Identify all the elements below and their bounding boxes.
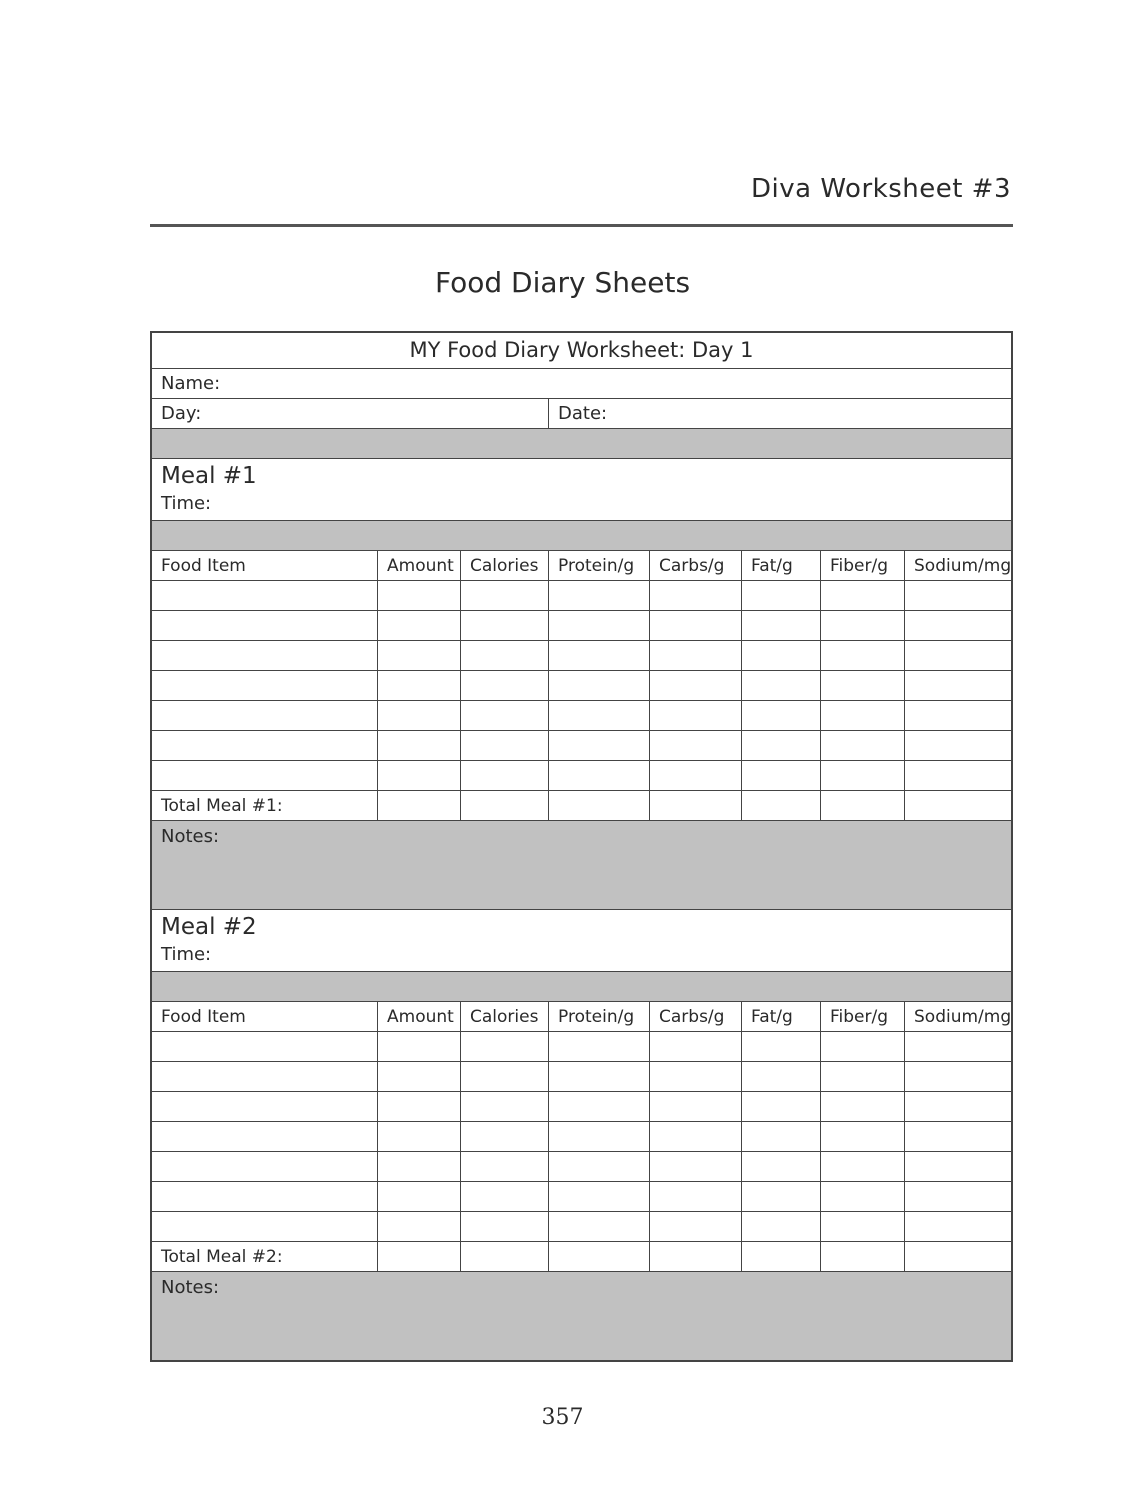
entry-cell[interactable] xyxy=(742,1212,821,1241)
column-header: Food Item xyxy=(152,551,378,580)
entry-cell[interactable] xyxy=(461,581,549,610)
entry-cell[interactable] xyxy=(378,671,461,700)
name-row[interactable] xyxy=(152,369,1011,399)
entry-cell[interactable] xyxy=(461,641,549,670)
meal-header xyxy=(152,459,1011,521)
entry-cell[interactable] xyxy=(549,641,650,670)
column-header: Sodium/mg xyxy=(914,556,1011,576)
day-label: Day: xyxy=(161,403,202,424)
entry-cell[interactable] xyxy=(152,1152,378,1181)
entry-cell[interactable] xyxy=(461,611,549,640)
entry-cell[interactable] xyxy=(378,731,461,760)
column-header: Amount xyxy=(378,551,461,580)
entry-cell[interactable] xyxy=(905,581,1011,610)
entry-cell[interactable] xyxy=(378,611,461,640)
entry-cell[interactable] xyxy=(152,1062,378,1091)
entry-cell[interactable] xyxy=(152,1212,378,1241)
entry-cell[interactable] xyxy=(549,731,650,760)
entry-cell[interactable] xyxy=(905,1152,1011,1181)
entry-cell[interactable] xyxy=(821,671,905,700)
entry-cell[interactable] xyxy=(549,1032,650,1061)
entry-cell[interactable] xyxy=(152,761,378,790)
entry-cell[interactable] xyxy=(650,1032,742,1061)
day-date-row xyxy=(152,399,1011,429)
column-header: Fat/g xyxy=(742,551,821,580)
meal-total-label: Total Meal #1: xyxy=(152,791,378,820)
entry-cell[interactable] xyxy=(821,581,905,610)
entry-cell[interactable] xyxy=(461,731,549,760)
entry-cell[interactable] xyxy=(378,641,461,670)
column-header: Fiber/g xyxy=(821,1002,905,1031)
food-entry-row xyxy=(152,761,1011,791)
entry-cell[interactable] xyxy=(650,1092,742,1121)
column-header: Protein/g xyxy=(549,551,650,580)
entry-cell[interactable] xyxy=(905,671,1011,700)
entry-cell[interactable] xyxy=(742,1032,821,1061)
entry-cell[interactable] xyxy=(821,611,905,640)
entry-cell[interactable] xyxy=(461,1032,549,1061)
food-entry-row xyxy=(152,731,1011,761)
entry-cell[interactable] xyxy=(821,1212,905,1241)
entry-cell[interactable] xyxy=(549,1092,650,1121)
entry-cell[interactable] xyxy=(905,1122,1011,1151)
total-cell[interactable] xyxy=(650,791,742,820)
entry-cell[interactable] xyxy=(152,1122,378,1151)
entry-cell[interactable] xyxy=(821,641,905,670)
entry-cell[interactable] xyxy=(650,1182,742,1211)
entry-cell[interactable] xyxy=(461,1152,549,1181)
entry-cell[interactable] xyxy=(152,611,378,640)
entry-cell[interactable] xyxy=(549,611,650,640)
entry-cell[interactable] xyxy=(821,1122,905,1151)
total-cell[interactable] xyxy=(378,791,461,820)
total-cell[interactable] xyxy=(742,1242,821,1271)
column-header-row xyxy=(152,551,1011,581)
food-entry-row xyxy=(152,1212,1011,1242)
entry-cell[interactable] xyxy=(152,581,378,610)
entry-cell[interactable] xyxy=(152,1092,378,1121)
food-entry-row xyxy=(152,671,1011,701)
total-cell[interactable] xyxy=(650,1242,742,1271)
food-entry-row xyxy=(152,1152,1011,1182)
date-field[interactable] xyxy=(549,399,1011,428)
entry-cell[interactable] xyxy=(152,641,378,670)
entry-cell[interactable] xyxy=(742,761,821,790)
column-header: Carbs/g xyxy=(650,551,742,580)
day-field[interactable] xyxy=(152,399,549,428)
header-title: Diva Worksheet #3 xyxy=(751,174,1011,204)
total-cell[interactable] xyxy=(905,791,1011,820)
entry-cell[interactable] xyxy=(549,671,650,700)
total-cell[interactable] xyxy=(549,791,650,820)
meal-title: Meal #1 xyxy=(161,463,257,489)
total-cell[interactable] xyxy=(549,1242,650,1271)
entry-cell[interactable] xyxy=(152,1032,378,1061)
column-header: Amount xyxy=(378,1002,461,1031)
entry-cell[interactable] xyxy=(742,641,821,670)
food-entry-row xyxy=(152,1032,1011,1062)
separator-bar xyxy=(152,429,1011,459)
entry-cell[interactable] xyxy=(378,1182,461,1211)
entry-cell[interactable] xyxy=(650,701,742,730)
entry-cell[interactable] xyxy=(378,1152,461,1181)
meal-total-label: Total Meal #2: xyxy=(152,1242,378,1271)
entry-cell[interactable] xyxy=(905,641,1011,670)
entry-cell[interactable] xyxy=(650,1212,742,1241)
entry-cell[interactable] xyxy=(650,581,742,610)
food-entry-row xyxy=(152,701,1011,731)
entry-cell[interactable] xyxy=(650,1122,742,1151)
total-cell[interactable] xyxy=(461,791,549,820)
entry-cell[interactable] xyxy=(650,641,742,670)
entry-cell[interactable] xyxy=(152,671,378,700)
page-number: 357 xyxy=(541,1405,584,1430)
entry-cell[interactable] xyxy=(650,1152,742,1181)
meal-total-row xyxy=(152,791,1011,821)
total-cell[interactable] xyxy=(742,791,821,820)
column-header-row xyxy=(152,1002,1011,1032)
entry-cell[interactable] xyxy=(152,701,378,730)
entry-cell[interactable] xyxy=(821,1182,905,1211)
entry-cell[interactable] xyxy=(905,761,1011,790)
total-cell[interactable] xyxy=(821,791,905,820)
total-cell[interactable] xyxy=(378,1242,461,1271)
entry-cell[interactable] xyxy=(378,701,461,730)
meal-notes[interactable] xyxy=(152,821,1011,910)
entry-cell[interactable] xyxy=(905,1032,1011,1061)
entry-cell[interactable] xyxy=(461,1122,549,1151)
entry-cell[interactable] xyxy=(821,1152,905,1181)
column-header: Calories xyxy=(461,551,549,580)
total-cell[interactable] xyxy=(461,1242,549,1271)
entry-cell[interactable] xyxy=(821,701,905,730)
entry-cell[interactable] xyxy=(742,1122,821,1151)
meal-notes-label: Notes: xyxy=(161,1277,220,1298)
date-label: Date: xyxy=(558,403,608,424)
meal-notes-label: Notes: xyxy=(161,826,220,847)
entry-cell[interactable] xyxy=(378,1212,461,1241)
entry-cell[interactable] xyxy=(905,1062,1011,1091)
entry-cell[interactable] xyxy=(549,1212,650,1241)
entry-cell[interactable] xyxy=(461,1062,549,1091)
entry-cell[interactable] xyxy=(742,1182,821,1211)
meal-notes[interactable] xyxy=(152,1272,1011,1360)
separator-bar xyxy=(152,972,1011,1002)
entry-cell[interactable] xyxy=(650,761,742,790)
entry-cell[interactable] xyxy=(821,1092,905,1121)
header-rule xyxy=(150,224,1013,227)
entry-cell[interactable] xyxy=(742,1152,821,1181)
entry-cell[interactable] xyxy=(821,1062,905,1091)
entry-cell[interactable] xyxy=(905,1092,1011,1121)
column-header: Protein/g xyxy=(549,1002,650,1031)
entry-cell[interactable] xyxy=(742,671,821,700)
food-entry-row xyxy=(152,1122,1011,1152)
entry-cell[interactable] xyxy=(378,1032,461,1061)
entry-cell[interactable] xyxy=(650,611,742,640)
entry-cell[interactable] xyxy=(549,761,650,790)
entry-cell[interactable] xyxy=(905,701,1011,730)
meal-total-row xyxy=(152,1242,1011,1272)
entry-cell[interactable] xyxy=(378,761,461,790)
entry-cell[interactable] xyxy=(742,701,821,730)
name-label: Name: xyxy=(161,373,221,394)
entry-cell[interactable] xyxy=(461,1182,549,1211)
entry-cell[interactable] xyxy=(549,581,650,610)
entry-cell[interactable] xyxy=(378,1062,461,1091)
column-header: Carbs/g xyxy=(650,1002,742,1031)
separator-bar xyxy=(152,521,1011,551)
column-header: Sodium/mg xyxy=(914,1007,1011,1027)
entry-cell[interactable] xyxy=(549,1182,650,1211)
entry-cell[interactable] xyxy=(905,1182,1011,1211)
food-entry-row xyxy=(152,611,1011,641)
total-cell[interactable] xyxy=(905,1242,1011,1271)
entry-cell[interactable] xyxy=(378,1122,461,1151)
entry-cell[interactable] xyxy=(821,761,905,790)
page-heading: Food Diary Sheets xyxy=(434,266,691,299)
entry-cell[interactable] xyxy=(461,701,549,730)
entry-cell[interactable] xyxy=(821,1032,905,1061)
entry-cell[interactable] xyxy=(905,731,1011,760)
column-header: Food Item xyxy=(152,1002,378,1031)
column-header: Fiber/g xyxy=(821,551,905,580)
entry-cell[interactable] xyxy=(378,581,461,610)
entry-cell[interactable] xyxy=(905,1212,1011,1241)
total-cell[interactable] xyxy=(821,1242,905,1271)
entry-cell[interactable] xyxy=(650,1062,742,1091)
entry-cell[interactable] xyxy=(821,731,905,760)
entry-cell[interactable] xyxy=(742,581,821,610)
food-diary-worksheet xyxy=(150,331,1013,1362)
entry-cell[interactable] xyxy=(650,731,742,760)
entry-cell[interactable] xyxy=(461,761,549,790)
entry-cell[interactable] xyxy=(461,1092,549,1121)
food-entry-row xyxy=(152,1182,1011,1212)
entry-cell[interactable] xyxy=(742,611,821,640)
entry-cell[interactable] xyxy=(742,1062,821,1091)
worksheet-title: MY Food Diary Worksheet: Day 1 xyxy=(409,338,754,362)
entry-cell[interactable] xyxy=(742,731,821,760)
entry-cell[interactable] xyxy=(549,1122,650,1151)
worksheet-title-row xyxy=(152,333,1011,369)
column-header: Fat/g xyxy=(742,1002,821,1031)
entry-cell[interactable] xyxy=(461,671,549,700)
food-entry-row xyxy=(152,641,1011,671)
entry-cell[interactable] xyxy=(378,1092,461,1121)
entry-cell[interactable] xyxy=(650,671,742,700)
column-header: Calories xyxy=(461,1002,549,1031)
meal-title: Meal #2 xyxy=(161,914,257,940)
entry-cell[interactable] xyxy=(461,1212,549,1241)
entry-cell[interactable] xyxy=(549,701,650,730)
meals-container xyxy=(152,459,1011,1360)
entry-cell[interactable] xyxy=(905,611,1011,640)
entry-cell[interactable] xyxy=(549,1152,650,1181)
food-entry-row xyxy=(152,1062,1011,1092)
entry-cell[interactable] xyxy=(742,1092,821,1121)
food-entry-row xyxy=(152,1092,1011,1122)
meal-time-label: Time: xyxy=(161,944,212,965)
meal-header xyxy=(152,910,1011,972)
entry-cell[interactable] xyxy=(152,1182,378,1211)
meal-time-label: Time: xyxy=(161,493,212,514)
entry-cell[interactable] xyxy=(152,731,378,760)
food-entry-row xyxy=(152,581,1011,611)
entry-cell[interactable] xyxy=(549,1062,650,1091)
